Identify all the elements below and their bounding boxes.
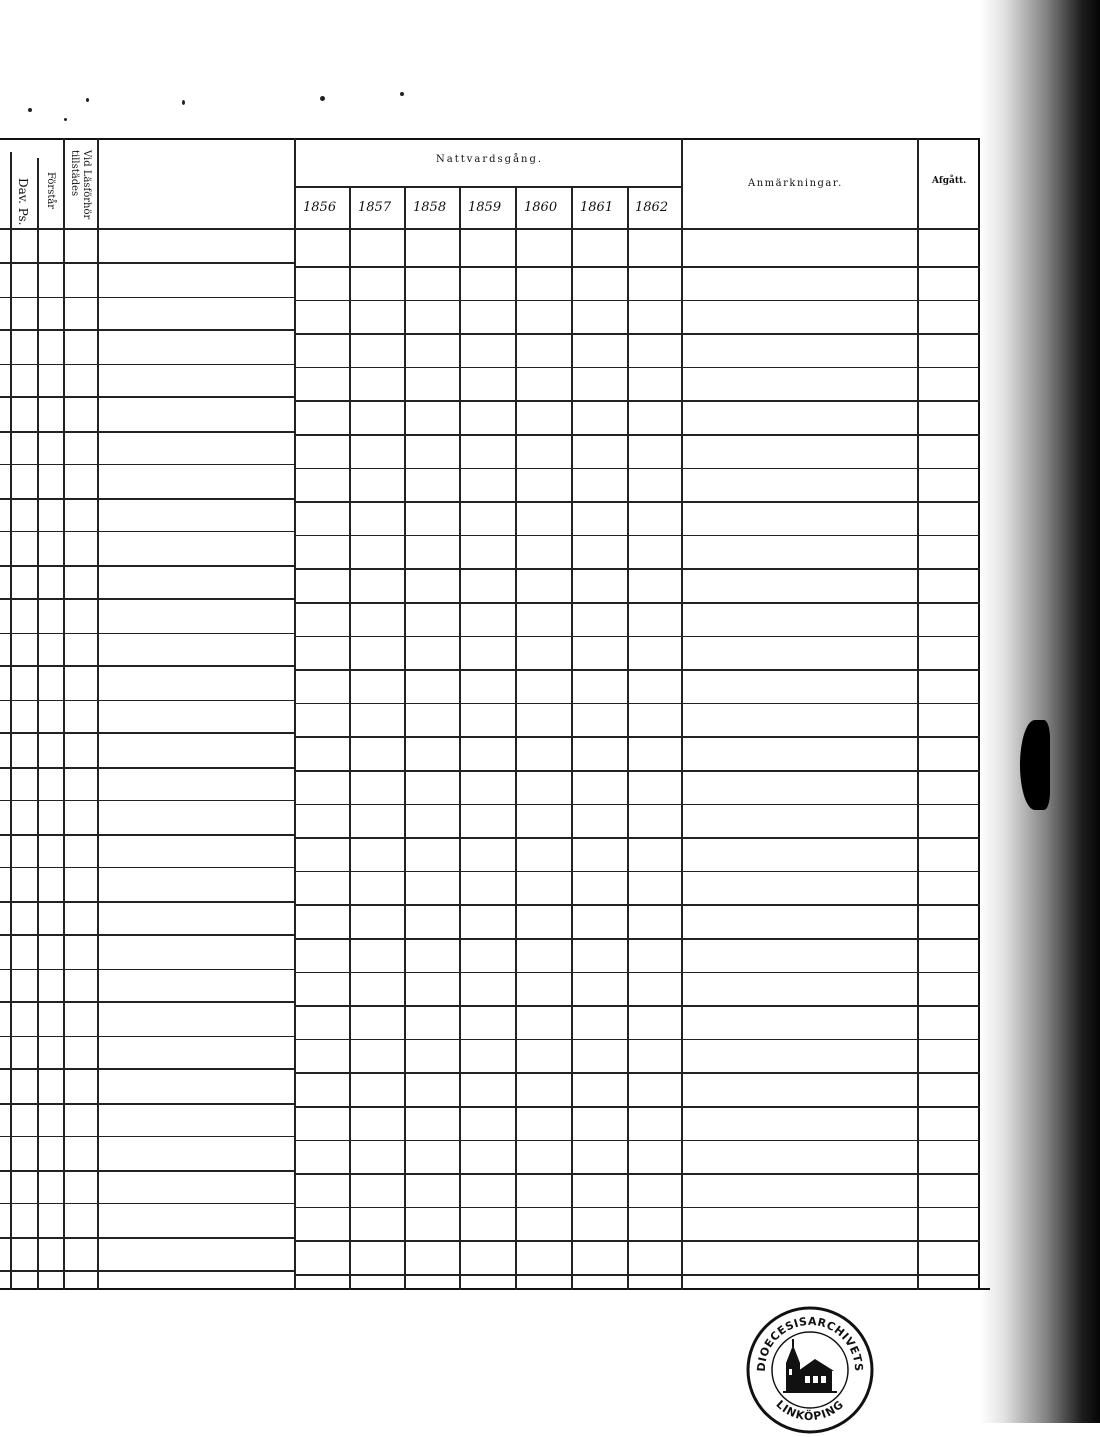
row-line [294,266,980,268]
ink-speck [320,96,325,101]
year-1860: 1860 [524,200,558,215]
afgatt-header: Afgått. [932,176,967,186]
row-line [294,837,980,839]
ink-speck [64,118,67,121]
stamp-text-top: DIOECESISARCHIVETS [754,1314,866,1372]
vid-lasforhor-line1: Vid Läsförhör [81,150,92,220]
row-line [294,804,980,806]
ledger-table [0,138,990,1290]
row-line [294,1039,980,1041]
row-line [294,669,980,671]
row-line [294,972,980,974]
row-line [0,1170,294,1172]
row-line [294,1207,980,1209]
row-line [294,1072,980,1074]
row-line [0,1203,294,1205]
row-line [294,1240,980,1242]
row-line [0,464,294,466]
row-line [0,396,294,398]
row-line [294,1173,980,1175]
row-line [0,297,294,299]
row-line [294,535,980,537]
row-line [0,867,294,869]
ink-speck [182,100,185,105]
nattvardsgang-header: Nattvardsgång. [436,154,544,165]
ink-speck [400,92,404,96]
dav-ps-label: Dav. Ps. [16,178,30,226]
row-line [0,329,294,331]
row-line [0,901,294,903]
row-line [0,732,294,734]
column-divider [515,186,517,1290]
row-line [0,1103,294,1105]
row-line [294,636,980,638]
year-1856: 1856 [303,200,337,215]
vid-lasforhor-header [81,150,92,219]
year-1862: 1862 [635,200,669,215]
column-divider [37,158,39,1290]
tillstades-header [69,150,80,196]
table-bottom-border [0,1288,990,1290]
row-line [0,1068,294,1070]
row-line [0,1136,294,1138]
row-line [294,400,980,402]
column-divider [294,138,296,1290]
archive-stamp [743,1303,877,1437]
row-line [0,665,294,667]
row-line [294,1274,980,1276]
scan-dark-edge [980,0,1100,1423]
table-top-border [0,138,980,140]
row-line [294,434,980,436]
svg-text:LINKÖPING [773,1398,846,1423]
row-line [0,633,294,635]
row-line [294,1140,980,1142]
row-line [0,565,294,567]
row-line [0,1237,294,1239]
row-line [0,1036,294,1038]
row-line [294,736,980,738]
row-line [0,767,294,769]
row-line [0,700,294,702]
row-line [294,568,980,570]
row-line [0,934,294,936]
ink-speck [86,98,89,102]
row-line [0,498,294,500]
column-divider [63,138,65,1290]
nattvard-subheader-rule [294,186,681,188]
forstar-label: Förstår [45,172,56,210]
row-line [294,871,980,873]
row-line [294,904,980,906]
stamp-text-bottom: LINKÖPING [773,1397,847,1424]
row-line [0,834,294,836]
column-divider [97,138,99,1290]
year-1857: 1857 [358,200,392,215]
tillstades-line: tillstädes [69,150,80,197]
row-line [0,1001,294,1003]
year-1861: 1861 [580,200,614,215]
anmarkningar-header: Anmärkningar. [748,178,843,189]
column-divider [349,186,351,1290]
header-bottom-rule [0,228,980,230]
row-line [0,364,294,366]
row-line [0,1270,294,1272]
year-1859: 1859 [468,200,502,215]
row-line [294,703,980,705]
year-1858: 1858 [413,200,447,215]
column-divider [627,186,629,1290]
row-line [294,770,980,772]
row-line [0,598,294,600]
table-right-border [978,138,980,1290]
row-line [0,531,294,533]
column-divider [917,138,919,1290]
forstar-header [45,172,56,209]
row-line [0,800,294,802]
row-line [294,1005,980,1007]
row-line [294,501,980,503]
row-line [294,300,980,302]
column-divider [459,186,461,1290]
row-line [294,367,980,369]
column-divider [10,152,12,1290]
church-icon [783,1339,837,1393]
row-line [294,602,980,604]
row-line [294,333,980,335]
column-divider [571,186,573,1290]
row-line [0,431,294,433]
column-divider [681,138,683,1290]
column-divider [404,186,406,1290]
row-line [0,262,294,264]
row-line [294,938,980,940]
dav-ps-header [16,178,30,225]
row-line [294,1106,980,1108]
row-line [0,969,294,971]
ink-speck [28,108,32,112]
row-line [294,468,980,470]
